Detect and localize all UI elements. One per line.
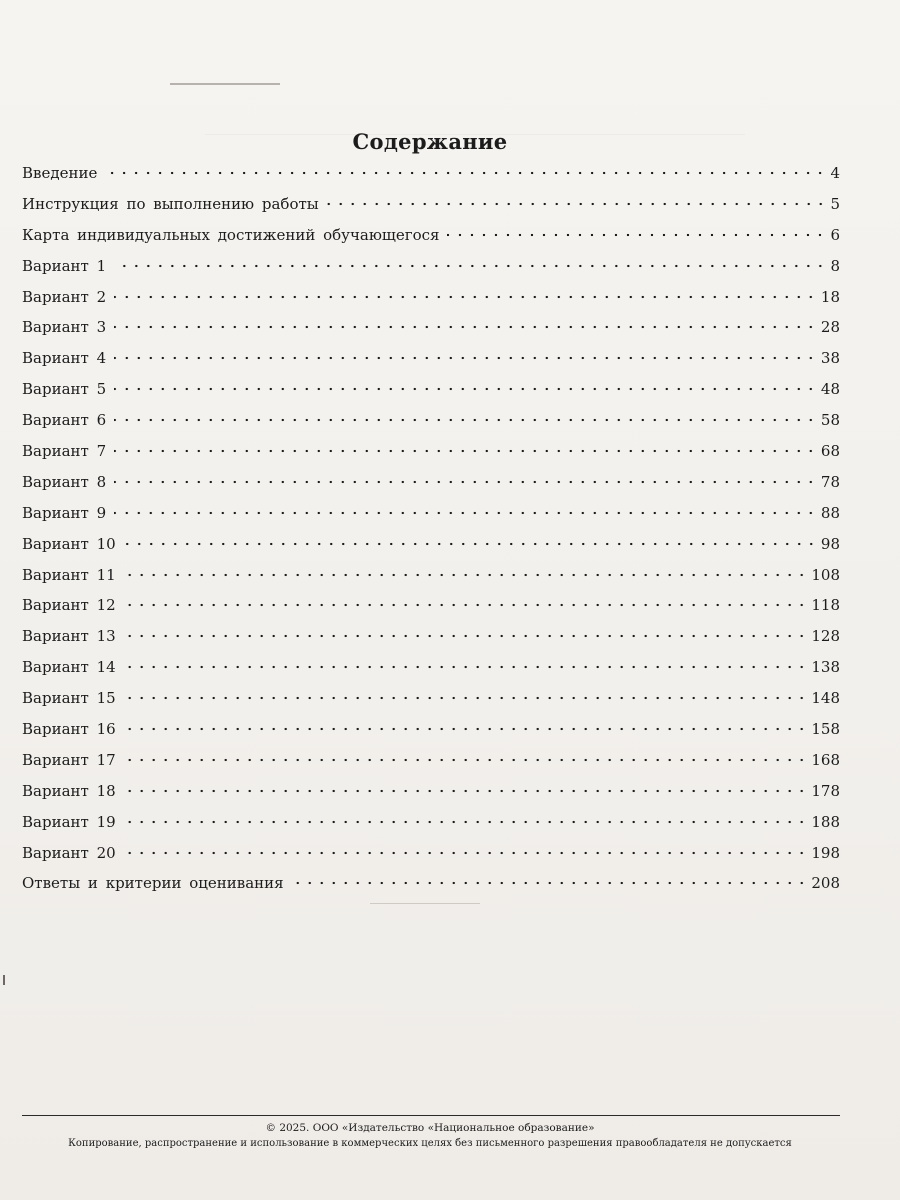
toc-dot-leader — [124, 851, 808, 855]
toc-entry — [22, 683, 840, 714]
toc-entry — [22, 312, 840, 343]
toc-dot-leader — [114, 356, 817, 360]
toc-dot-leader — [114, 480, 817, 484]
toc-entry-label: Вариант 3 — [22, 318, 107, 337]
toc-entry-label: Вариант 5 — [22, 380, 107, 399]
toc-dot-leader — [124, 820, 808, 824]
toc-dot-leader — [114, 449, 817, 453]
toc-dot-leader — [124, 665, 808, 669]
toc-entry-page-number: 188 — [811, 812, 840, 831]
toc-dot-leader — [114, 325, 817, 329]
toc-entry-label: Вариант 4 — [22, 349, 107, 368]
toc-dot-leader — [124, 696, 808, 700]
toc-entry — [22, 652, 840, 683]
toc-entry-page-number: 128 — [811, 627, 840, 646]
toc-entry — [22, 621, 840, 652]
toc-entry-label: Вариант 10 — [22, 534, 116, 553]
toc-dot-leader — [124, 603, 808, 607]
toc-entry-page-number: 5 — [830, 194, 840, 213]
margin-mark — [3, 975, 5, 985]
toc-entry-page-number: 208 — [811, 874, 840, 893]
toc-entry-page-number: 88 — [820, 503, 840, 522]
toc-entry — [22, 498, 840, 529]
toc-dot-leader — [124, 542, 817, 546]
toc-entry-page-number: 78 — [820, 472, 840, 491]
toc-entry-label: Вариант 1 — [22, 256, 107, 275]
toc-entry — [22, 838, 840, 869]
toc-dot-leader — [124, 789, 808, 793]
toc-entry — [22, 405, 840, 436]
toc-entry-label: Вариант 15 — [22, 689, 116, 708]
toc-dot-leader — [114, 418, 817, 422]
toc-entry-page-number: 48 — [820, 380, 840, 399]
toc-entry-page-number: 118 — [811, 596, 840, 615]
toc-entry-label: Вариант 9 — [22, 503, 107, 522]
toc-entry-page-number: 108 — [811, 565, 840, 584]
toc-entry-label: Вариант 8 — [22, 472, 107, 491]
toc-entry-page-number: 168 — [811, 750, 840, 769]
decorative-rule — [170, 83, 280, 85]
decorative-rule — [370, 903, 480, 904]
toc-entry — [22, 868, 840, 899]
toc-entry-page-number: 18 — [820, 287, 840, 306]
toc-entry-label: Вариант 13 — [22, 627, 116, 646]
toc-entry-page-number: 4 — [830, 164, 840, 182]
toc-entry — [22, 714, 840, 745]
toc-entry-page-number: 38 — [820, 349, 840, 368]
toc-dot-leader — [114, 295, 817, 299]
toc-dot-leader — [292, 881, 808, 885]
toc-dot-leader — [124, 573, 808, 577]
toc-entry — [22, 467, 840, 498]
toc-entry — [22, 745, 840, 776]
toc-entry-page-number: 148 — [811, 689, 840, 708]
toc-entry-page-number: 158 — [811, 720, 840, 739]
page-title: Содержание — [352, 129, 508, 155]
toc-entry-label: Карта индивидуальных достижений обучающегося — [22, 225, 440, 244]
toc-entry-label: Ответы и критерии оценивания — [22, 874, 284, 893]
toc-entry-page-number: 198 — [811, 843, 840, 862]
toc-entry-label: Вариант 12 — [22, 596, 116, 615]
toc-entry-label: Инструкция по выполнению работы — [22, 194, 319, 213]
toc-entry-page-number: 28 — [820, 318, 840, 337]
toc-entry-label: Вариант 16 — [22, 720, 116, 739]
toc-entry — [22, 590, 840, 621]
toc-dot-leader — [124, 634, 808, 638]
toc-entry — [22, 807, 840, 838]
toc-entry-label: Введение — [22, 164, 98, 182]
toc-entry-page-number: 138 — [811, 658, 840, 677]
toc-entry — [22, 776, 840, 807]
toc-dot-leader — [114, 511, 817, 515]
toc-entry-label: Вариант 20 — [22, 843, 116, 862]
toc-entry-page-number: 98 — [820, 534, 840, 553]
toc-entry-label: Вариант 14 — [22, 658, 116, 677]
toc-dot-leader — [447, 233, 826, 237]
toc-entry — [22, 529, 840, 560]
toc-entry — [22, 158, 840, 189]
footer-divider — [22, 1115, 840, 1116]
toc-entry-label: Вариант 7 — [22, 442, 107, 461]
toc-entry-label: Вариант 6 — [22, 411, 107, 430]
toc-entry-page-number: 8 — [830, 256, 840, 275]
toc-entry-page-number: 68 — [820, 442, 840, 461]
toc-entry — [22, 343, 840, 374]
footer-copyright: © 2025. ООО «Издательство «Национальное образование» — [265, 1122, 595, 1134]
toc-dot-leader — [114, 387, 817, 391]
toc-entry-label: Вариант 2 — [22, 287, 107, 306]
toc-entry — [22, 560, 840, 591]
toc-entry — [22, 220, 840, 251]
toc-dot-leader — [124, 758, 808, 762]
toc-entry — [22, 436, 840, 467]
toc-entry-label: Вариант 11 — [22, 565, 116, 584]
toc-entry-page-number: 58 — [820, 411, 840, 430]
toc-entry-page-number: 178 — [811, 781, 840, 800]
toc-entry — [22, 282, 840, 313]
toc-entry-page-number: 6 — [830, 225, 840, 244]
table-of-contents — [22, 158, 840, 899]
toc-dot-leader — [105, 171, 826, 175]
toc-dot-leader — [124, 727, 808, 731]
toc-entry-label: Вариант 19 — [22, 812, 116, 831]
footer-notice: Копирование, распространение и использование в коммерческих целях без письменного разрешения правообладателя не допускается — [68, 1138, 792, 1149]
toc-dot-leader — [114, 264, 826, 268]
toc-entry — [22, 374, 840, 405]
toc-entry — [22, 189, 840, 220]
toc-entry-label: Вариант 17 — [22, 750, 116, 769]
toc-entry-label: Вариант 18 — [22, 781, 116, 800]
toc-dot-leader — [327, 202, 827, 206]
toc-entry — [22, 251, 840, 282]
